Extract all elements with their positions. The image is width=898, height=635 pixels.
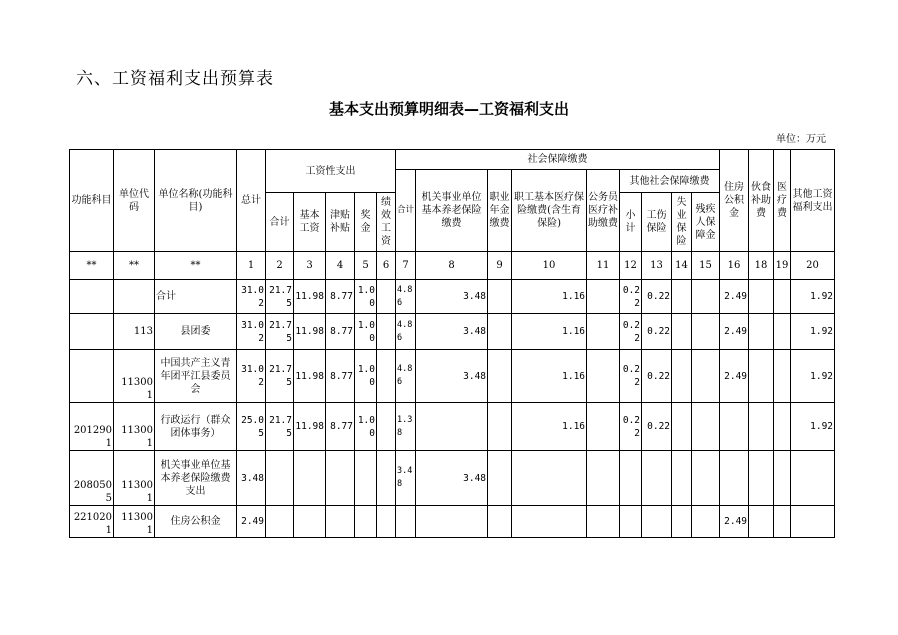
cell-disab [692, 350, 720, 403]
cell-medical [512, 451, 587, 506]
cell-func [70, 314, 114, 350]
index-cell: ** [114, 252, 155, 280]
cell-civil [587, 506, 620, 538]
budget-table [69, 149, 835, 538]
cell-pension [416, 403, 488, 451]
header-civil-medical: 公务员医疗补助缴费 [587, 170, 620, 252]
cell-injury [642, 451, 672, 506]
header-unemployment: 失业保险 [672, 193, 692, 252]
cell-annuity [488, 451, 512, 506]
cell-func: 2012901 [70, 403, 114, 451]
table-row [70, 403, 835, 451]
cell-basic: 11.98 [294, 350, 326, 403]
header-bonus: 奖金 [355, 193, 377, 252]
cell-code: 113001 [114, 451, 155, 506]
cell-perf [377, 403, 396, 451]
cell-unemp [672, 350, 692, 403]
cell-wtotal: 21.75 [266, 350, 294, 403]
cell-injury: 0.22 [642, 314, 672, 350]
header-social-total: 合计 [396, 170, 416, 252]
cell-medfee [774, 350, 791, 403]
header-meal: 伙食补助费 [749, 150, 774, 252]
cell-pension: 3.48 [416, 280, 488, 314]
cell-pension [416, 506, 488, 538]
cell-wtotal [266, 506, 294, 538]
cell-disab [692, 451, 720, 506]
table-row [70, 451, 835, 506]
cell-allow: 8.77 [326, 314, 355, 350]
cell-total: 31.02 [237, 314, 266, 350]
cell-pension: 3.48 [416, 350, 488, 403]
cell-wtotal: 21.75 [266, 314, 294, 350]
index-cell: 8 [416, 252, 488, 280]
cell-meal [749, 350, 774, 403]
cell-stotal: 3.48 [396, 451, 416, 506]
cell-disab [692, 314, 720, 350]
index-cell: 4 [326, 252, 355, 280]
header-injury: 工伤保险 [642, 193, 672, 252]
cell-bonus: 1.00 [355, 280, 377, 314]
cell-stotal: 1.38 [396, 403, 416, 451]
unit-label: 单位：万元 [776, 134, 826, 145]
cell-perf [377, 506, 396, 538]
cell-medical: 1.16 [512, 280, 587, 314]
cell-code: 113 [114, 314, 155, 350]
index-cell: 12 [620, 252, 642, 280]
cell-annuity [488, 314, 512, 350]
cell-civil [587, 350, 620, 403]
header-unit-name: 单位名称(功能科目) [155, 150, 237, 252]
cell-medical: 1.16 [512, 350, 587, 403]
cell-stotal [396, 506, 416, 538]
header-housing: 住房公积金 [720, 150, 749, 252]
cell-allow [326, 451, 355, 506]
cell-meal [749, 451, 774, 506]
index-cell: 3 [294, 252, 326, 280]
cell-civil [587, 403, 620, 451]
cell-total: 25.05 [237, 403, 266, 451]
header-annuity: 职业年金缴费 [488, 170, 512, 252]
cell-basic: 11.98 [294, 403, 326, 451]
cell-total: 31.02 [237, 350, 266, 403]
cell-other [791, 451, 835, 506]
cell-housing [720, 403, 749, 451]
cell-unemp [672, 451, 692, 506]
table-row [70, 506, 835, 538]
cell-func [70, 280, 114, 314]
cell-basic [294, 451, 326, 506]
cell-unemp [672, 314, 692, 350]
index-cell: 5 [355, 252, 377, 280]
table-title: 基本支出预算明细表—工资福利支出 [328, 100, 569, 118]
index-cell: 2 [266, 252, 294, 280]
cell-basic: 11.98 [294, 314, 326, 350]
cell-other: 1.92 [791, 350, 835, 403]
cell-wtotal [266, 451, 294, 506]
cell-unemp [672, 506, 692, 538]
cell-allow [326, 506, 355, 538]
cell-bonus: 1.00 [355, 350, 377, 403]
index-cell: 9 [488, 252, 512, 280]
table-row [70, 314, 835, 350]
cell-perf [377, 451, 396, 506]
cell-unemp [672, 280, 692, 314]
index-cell: 7 [396, 252, 416, 280]
section-title: 六、工资福利支出预算表 [76, 69, 274, 89]
cell-medfee [774, 314, 791, 350]
cell-total: 2.49 [237, 506, 266, 538]
cell-func: 2210201 [70, 506, 114, 538]
index-cell: 11 [587, 252, 620, 280]
cell-injury: 0.22 [642, 403, 672, 451]
cell-meal [749, 403, 774, 451]
cell-osub: 0.22 [620, 280, 642, 314]
cell-name: 住房公积金 [155, 506, 237, 538]
index-row [70, 252, 835, 280]
cell-allow: 8.77 [326, 280, 355, 314]
cell-meal [749, 314, 774, 350]
index-cell: ** [155, 252, 237, 280]
cell-housing: 2.49 [720, 506, 749, 538]
header-wage-group: 工资性支出 [266, 150, 396, 193]
index-cell: 19 [774, 252, 791, 280]
index-cell: 20 [791, 252, 835, 280]
table-row [70, 350, 835, 403]
cell-stotal: 4.86 [396, 280, 416, 314]
header-total: 总计 [237, 150, 266, 252]
cell-meal [749, 280, 774, 314]
cell-name: 中国共产主义青年团平江县委员会 [155, 350, 237, 403]
cell-other: 1.92 [791, 403, 835, 451]
header-medical: 职工基本医疗保险缴费(含生育保险) [512, 170, 587, 252]
cell-func [70, 350, 114, 403]
cell-basic [294, 506, 326, 538]
header-other-welfare: 其他工资福利支出 [791, 150, 835, 252]
cell-medfee [774, 403, 791, 451]
cell-code: 113001 [114, 403, 155, 451]
cell-code [114, 280, 155, 314]
cell-basic: 11.98 [294, 280, 326, 314]
cell-osub [620, 451, 642, 506]
cell-wtotal: 21.75 [266, 280, 294, 314]
cell-medfee [774, 451, 791, 506]
cell-wtotal: 21.75 [266, 403, 294, 451]
cell-perf [377, 280, 396, 314]
header-other-group: 其他社会保障缴费 [620, 170, 720, 193]
cell-pension: 3.48 [416, 314, 488, 350]
cell-name: 行政运行（群众团体事务） [155, 403, 237, 451]
cell-name: 机关事业单位基本养老保险缴费支出 [155, 451, 237, 506]
index-cell: ** [70, 252, 114, 280]
cell-bonus [355, 451, 377, 506]
cell-allow: 8.77 [326, 403, 355, 451]
index-cell: 6 [377, 252, 396, 280]
header-basic-wage: 基本工资 [294, 193, 326, 252]
cell-pension: 3.48 [416, 451, 488, 506]
index-cell: 14 [672, 252, 692, 280]
header-medical-fee: 医疗费 [774, 150, 791, 252]
cell-annuity [488, 350, 512, 403]
index-cell: 13 [642, 252, 672, 280]
cell-code: 113001 [114, 350, 155, 403]
cell-injury: 0.22 [642, 280, 672, 314]
cell-other [791, 506, 835, 538]
cell-perf [377, 314, 396, 350]
index-cell: 16 [720, 252, 749, 280]
cell-civil [587, 451, 620, 506]
cell-disab [692, 506, 720, 538]
cell-annuity [488, 280, 512, 314]
cell-housing [720, 451, 749, 506]
cell-civil [587, 280, 620, 314]
header-perf-wage: 绩效工资 [377, 193, 396, 252]
header-social-group: 社会保障缴费 [396, 150, 720, 170]
cell-other: 1.92 [791, 314, 835, 350]
cell-medfee [774, 506, 791, 538]
cell-disab [692, 280, 720, 314]
cell-housing: 2.49 [720, 314, 749, 350]
cell-bonus: 1.00 [355, 403, 377, 451]
cell-annuity [488, 403, 512, 451]
header-wage-total: 合计 [266, 193, 294, 252]
cell-code: 113001 [114, 506, 155, 538]
cell-meal [749, 506, 774, 538]
header-allowance: 津贴补贴 [326, 193, 355, 252]
cell-medical: 1.16 [512, 403, 587, 451]
cell-osub: 0.22 [620, 350, 642, 403]
cell-medfee [774, 280, 791, 314]
cell-bonus: 1.00 [355, 314, 377, 350]
cell-unemp [672, 403, 692, 451]
cell-injury: 0.22 [642, 350, 672, 403]
cell-housing: 2.49 [720, 280, 749, 314]
cell-medical [512, 506, 587, 538]
cell-name: 县团委 [155, 314, 237, 350]
index-cell: 1 [237, 252, 266, 280]
cell-other: 1.92 [791, 280, 835, 314]
cell-osub: 0.22 [620, 403, 642, 451]
index-cell: 10 [512, 252, 587, 280]
cell-total: 31.02 [237, 280, 266, 314]
cell-annuity [488, 506, 512, 538]
cell-disab [692, 403, 720, 451]
table-row [70, 280, 835, 314]
cell-stotal: 4.86 [396, 314, 416, 350]
cell-total: 3.48 [237, 451, 266, 506]
cell-housing: 2.49 [720, 350, 749, 403]
header-other-sub: 小计 [620, 193, 642, 252]
data-rows [70, 280, 835, 538]
cell-perf [377, 350, 396, 403]
cell-osub: 0.22 [620, 314, 642, 350]
cell-name: 合计 [155, 280, 237, 314]
cell-injury [642, 506, 672, 538]
index-cell: 18 [749, 252, 774, 280]
index-cell: 15 [692, 252, 720, 280]
header-pension: 机关事业单位基本养老保险缴费 [416, 170, 488, 252]
cell-civil [587, 314, 620, 350]
header-disability: 残疾人保障金 [692, 193, 720, 252]
cell-osub [620, 506, 642, 538]
cell-func: 2080505 [70, 451, 114, 506]
cell-allow: 8.77 [326, 350, 355, 403]
cell-medical: 1.16 [512, 314, 587, 350]
header-func-code: 功能科目 [70, 150, 114, 252]
header-unit-code: 单位代码 [114, 150, 155, 252]
cell-stotal: 4.86 [396, 350, 416, 403]
cell-bonus [355, 506, 377, 538]
